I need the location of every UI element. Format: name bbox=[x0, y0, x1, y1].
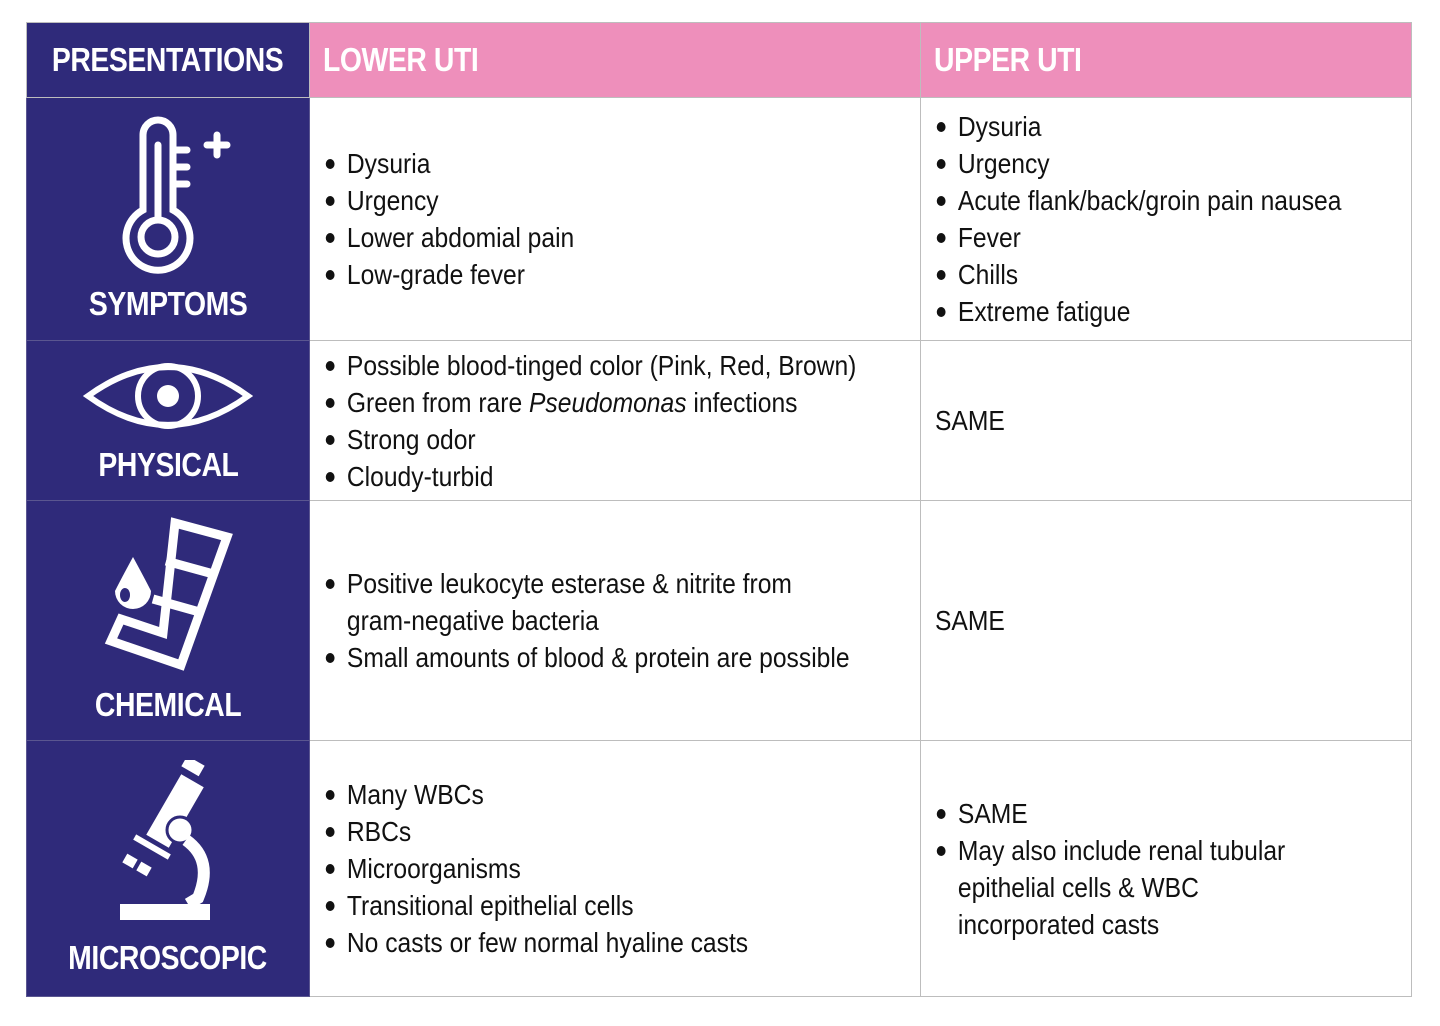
microscopic-upper bbox=[921, 741, 1412, 997]
physical-lower bbox=[310, 341, 921, 501]
side-microscopic: MICROSCOPIC bbox=[27, 741, 310, 997]
list-item: RBCs bbox=[324, 813, 848, 850]
list-item: Urgency bbox=[935, 145, 1354, 182]
row-microscopic bbox=[27, 741, 1412, 997]
symptoms-upper bbox=[921, 98, 1412, 341]
thermometer-plus-icon bbox=[103, 115, 233, 275]
list-item: Transitional epithelial cells bbox=[324, 887, 848, 924]
side-chemical: CHEMICAL bbox=[27, 501, 310, 741]
list-item: Possible blood-tinged color (Pink, Red, Brown) bbox=[324, 347, 848, 384]
list-item: Dysuria bbox=[935, 108, 1354, 145]
list-item: Chills bbox=[935, 256, 1354, 293]
list-item: Low-grade fever bbox=[324, 256, 848, 293]
list-item: Positive leukocyte esterase & nitrite from bbox=[324, 565, 848, 602]
chemical-lower bbox=[310, 501, 921, 741]
list-item: Acute flank/back/groin pain nausea bbox=[935, 182, 1354, 219]
list-item: No casts or few normal hyaline casts bbox=[324, 924, 848, 961]
header-upper-uti: UPPER UTI bbox=[921, 23, 1412, 98]
list-item: Microorganisms bbox=[324, 850, 848, 887]
list-item-continued: epithelial cells & WBC bbox=[957, 871, 1199, 903]
list-item: Strong odor bbox=[324, 421, 848, 458]
header-lower-uti: LOWER UTI bbox=[310, 23, 921, 98]
side-physical: PHYSICAL bbox=[27, 341, 310, 501]
chemical-upper: SAME bbox=[921, 501, 1412, 741]
list-item: Cloudy-turbid bbox=[324, 458, 848, 495]
header-row bbox=[27, 23, 1412, 98]
list-item-continued: gram-negative bacteria bbox=[346, 605, 599, 636]
symptoms-lower bbox=[310, 98, 921, 341]
pseudomonas-italic: Pseudomonas bbox=[528, 386, 687, 418]
list-item: Urgency bbox=[324, 182, 848, 219]
microscope-icon bbox=[118, 760, 218, 925]
physical-upper: SAME bbox=[921, 341, 1412, 501]
list-item: Extreme fatigue bbox=[935, 293, 1354, 330]
list-item: SAME bbox=[935, 795, 1354, 832]
side-symptoms: SYMPTOMS bbox=[27, 98, 310, 341]
test-strip-drop-icon bbox=[103, 517, 233, 672]
list-item: May also include renal tubular bbox=[935, 832, 1354, 869]
row-symptoms bbox=[27, 98, 1412, 341]
list-item: Green from rare Pseudomonas infections bbox=[324, 384, 848, 421]
microscopic-lower bbox=[310, 741, 921, 997]
list-item-continued: incorporated casts bbox=[957, 908, 1160, 940]
uti-presentations-table bbox=[26, 22, 1412, 997]
row-chemical bbox=[27, 501, 1412, 741]
row-physical bbox=[27, 341, 1412, 501]
eye-icon bbox=[83, 358, 253, 434]
header-presentations: PRESENTATIONS bbox=[27, 23, 310, 98]
list-item: Lower abdomial pain bbox=[324, 219, 848, 256]
list-item: Many WBCs bbox=[324, 776, 848, 813]
list-item: Fever bbox=[935, 219, 1354, 256]
list-item: Small amounts of blood & protein are possible bbox=[324, 639, 848, 676]
list-item: Dysuria bbox=[324, 145, 848, 182]
